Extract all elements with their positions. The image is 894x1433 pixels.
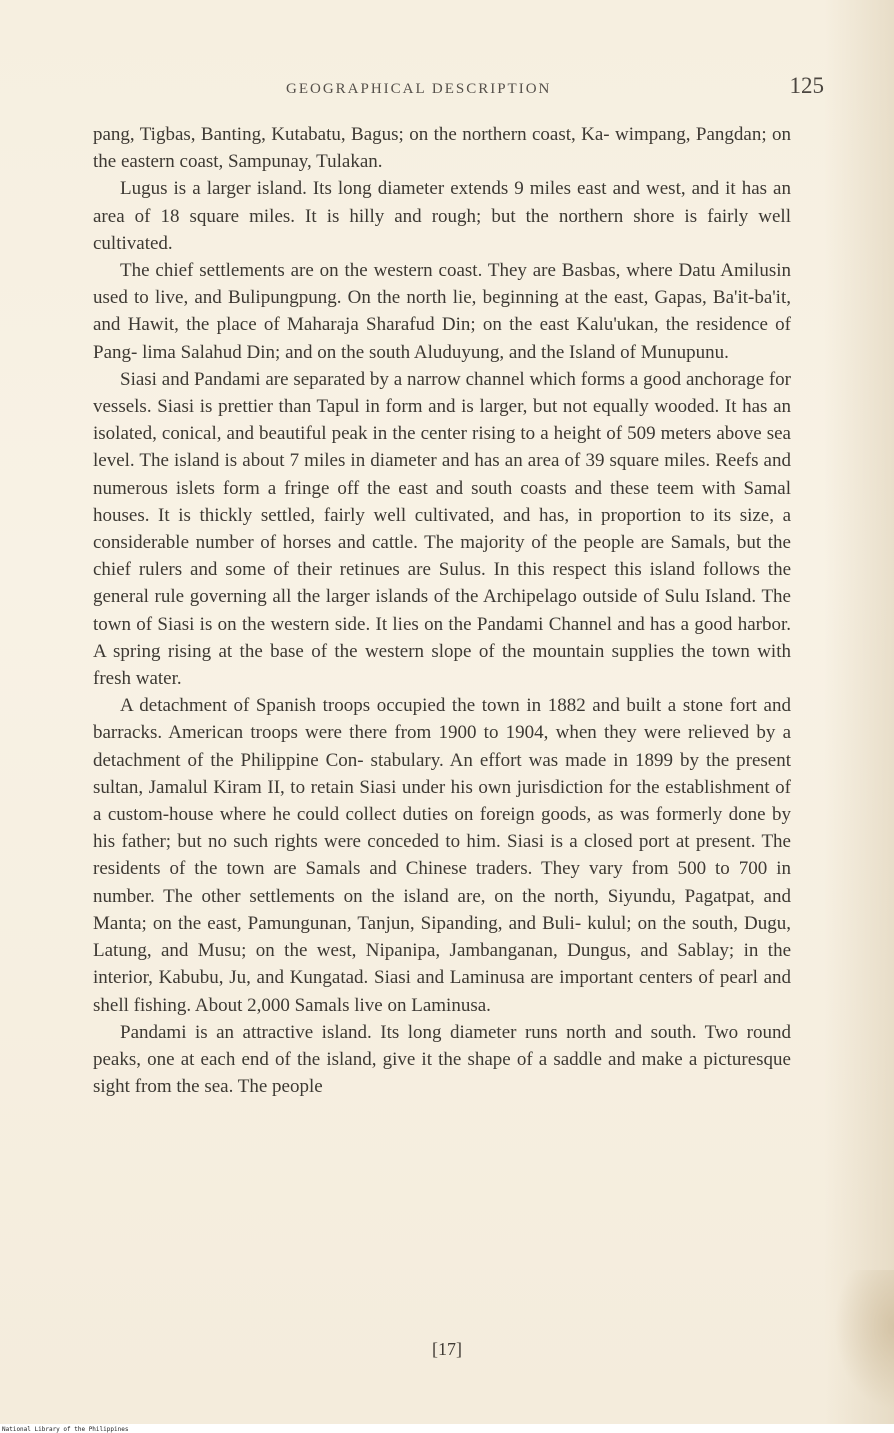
page-number: 125	[789, 73, 824, 98]
paragraph-pandami: Pandami is an attractive island. Its long diameter runs north and south. Two round peaks, one at each end of the island, give it the shape of a saddle and make a picturesque sight from the sea. The people	[93, 1021, 791, 1098]
paragraph-lugus: Lugus is a larger island. Its long diameter extends 9 miles east and west, and it has an area of 18 square miles. It is hilly and rough; but the northern shore is fairly well cultivated.	[93, 178, 791, 254]
footer-strip	[0, 1424, 894, 1433]
paragraph-continued: pang, Tigbas, Banting, Kutabatu, Bagus; on the northern coast, Ka- wimpang, Pangdan; on the eastern coast, Sampunay, Tulakan.	[93, 124, 791, 173]
paragraph-siasi: Siasi and Pandami are separated by a narrow channel which forms a good anchorage for vessels. Siasi is prettier than Tapul in form and is larger, but not equally wooded. It has an isolated, conical, and beautiful peak in the center rising to a height of 509 meters above sea level. The island is about 7 miles in diameter and has an area of 39 square miles. Reefs and numerous islets form a fringe off the east and south coasts and these teem with Samal houses. It is thickly settled, fairly well cultivated, and has, in proportion to its size, a considerable number of horses and cattle. The majority of the people are Samals, but the chief rulers and some of their retinues are Sulus. In this respect this island follows the general rule governing all the larger islands of the Archipelago outside of Sulu Island. The town of Siasi is on the western side. It lies on the Pandami Channel and has a good harbor. A spring rising at the base of the western slope of the mountain supplies the town with fresh water.	[93, 368, 791, 690]
page-edge-shadow	[824, 0, 894, 1424]
page-header	[118, 73, 824, 102]
folio-signature: [17]	[432, 1339, 462, 1359]
body-text	[93, 121, 791, 1100]
running-head: GEOGRAPHICAL DESCRIPTION	[286, 81, 552, 97]
paragraph-detachment: A detachment of Spanish troops occupied the town in 1882 and built a stone fort and barracks. American troops were there from 1900 to 1904, when they were relieved by a detachment of the Philippine Con- stabulary. An effort was made in 1899 by the present sultan, Jamalul Kiram II, to retain Siasi under his own jurisdiction for the establishment of a custom-house where he could collect duties on foreign goods, as was formerly done by his father; but no such rights were conceded to him. Siasi is a closed port at present. The residents of the town are Samals and Chinese traders. They vary from 500 to 700 in number. The other settlements on the island are, on the north, Siyundu, Pagatpat, and Manta; on the east, Pamungunan, Tanjun, Sipanding, and Buli- kulul; on the south, Dugu, Latung, and Musu; on the west, Nipanipa, Jambanganan, Dungus, and Sablay; in the interior, Kabubu, Ju, and Kungatad. Siasi and Laminusa are important centers of pearl and shell fishing. About 2,000 Samals live on Laminusa.	[93, 695, 791, 1016]
library-credit: National Library of the Philippines	[2, 1426, 129, 1433]
paragraph-settlements: The chief settlements are on the western coast. They are Basbas, where Datu Amilusin used to live, and Bulipungpung. On the north lie, beginning at the east, Gapas, Ba'it-ba'it, and Hawit, the place of Maharaja Sharafud Din; on the east Kalu'ukan, the residence of Pang- lima Salahud Din; and on the south Aluduyung, and the Island of Munupunu.	[93, 260, 791, 363]
